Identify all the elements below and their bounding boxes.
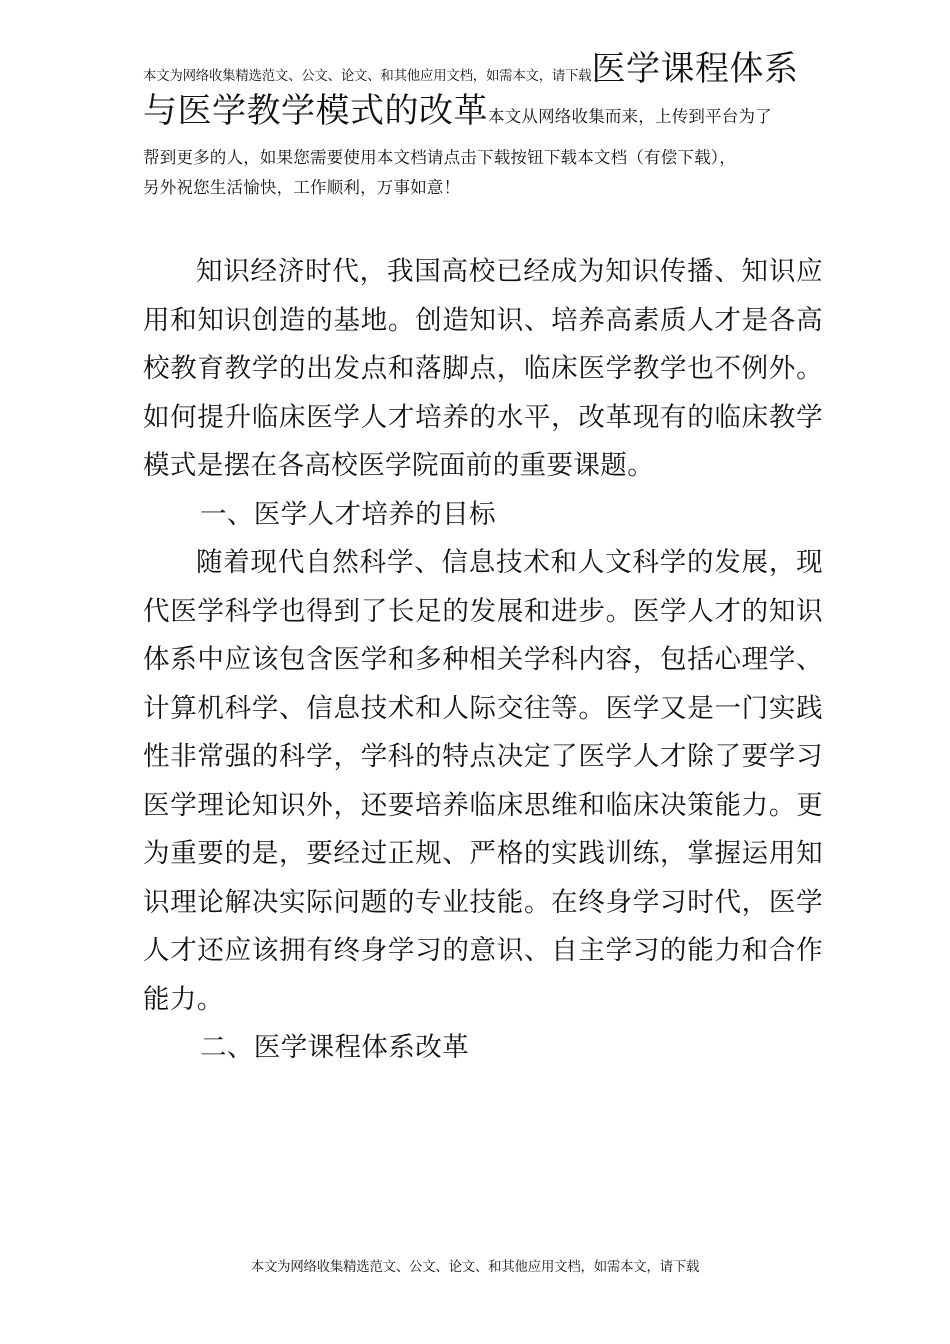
section-heading-1: 一、医学人才培养的目标	[200, 498, 496, 530]
section-heading-2: 二、医学课程体系改革	[200, 1032, 469, 1063]
document-header	[143, 49, 833, 204]
header-line-3	[143, 144, 833, 174]
header-line-4	[143, 174, 833, 204]
document-body	[143, 248, 823, 1073]
page-footer: 本文为网络收集精选范文、公文、论文、和其他应用文档，如需本文，请下载	[250, 1260, 700, 1275]
intro-text-part-1: 本文从网络收集而来，上传到平台为了	[488, 107, 772, 126]
intro-text-line-2: 帮到更多的人，如果您需要使用本文档请点击下载按钮下载本文档（有偿下载），	[143, 148, 736, 167]
body-paragraph-1: 知识经济时代，我国高校已经成为知识传播、知识应用和知识创造的基地。创造知识、培养高素质人才是各高校教育教学的出发点和落脚点，临床医学教学也不例外。如何提升临床医学人才培养的水平，改革现有的临床教学模式是摆在各高校医学院面前的重要课题。	[143, 256, 823, 481]
header-line-1	[143, 49, 833, 96]
body-paragraph-2: 随着现代自然科学、信息技术和人文科学的发展，现代医学科学也得到了长足的发展和进步。医学人才的知识体系中应该包含医学和多种相关学科内容，包括心理学、计算机科学、信息技术和人际交往等。医学又是一门实践性非常强的科学，学科的特点决定了医学人才除了要学习医学理论知识外，还要培养临床思维和临床决策能力。更为重要的是，要经过正规、严格的实践训练，掌握运用知识理论解决实际问题的专业技能。在终身学习时代，医学人才还应该拥有终身学习的意识、自主学习的能力和合作能力。	[143, 547, 823, 1015]
document-title-part-2: 与医学教学模式的改革	[143, 91, 488, 131]
intro-text-line-3: 另外祝您生活愉快，工作顺利，万事如意！	[143, 178, 461, 197]
download-notice: 本文为网络收集精选范文、公文、论文、和其他应用文档，如需本文，请下载	[143, 69, 592, 84]
header-line-2	[143, 91, 833, 138]
document-title-part-1: 医学课程体系	[591, 49, 799, 89]
